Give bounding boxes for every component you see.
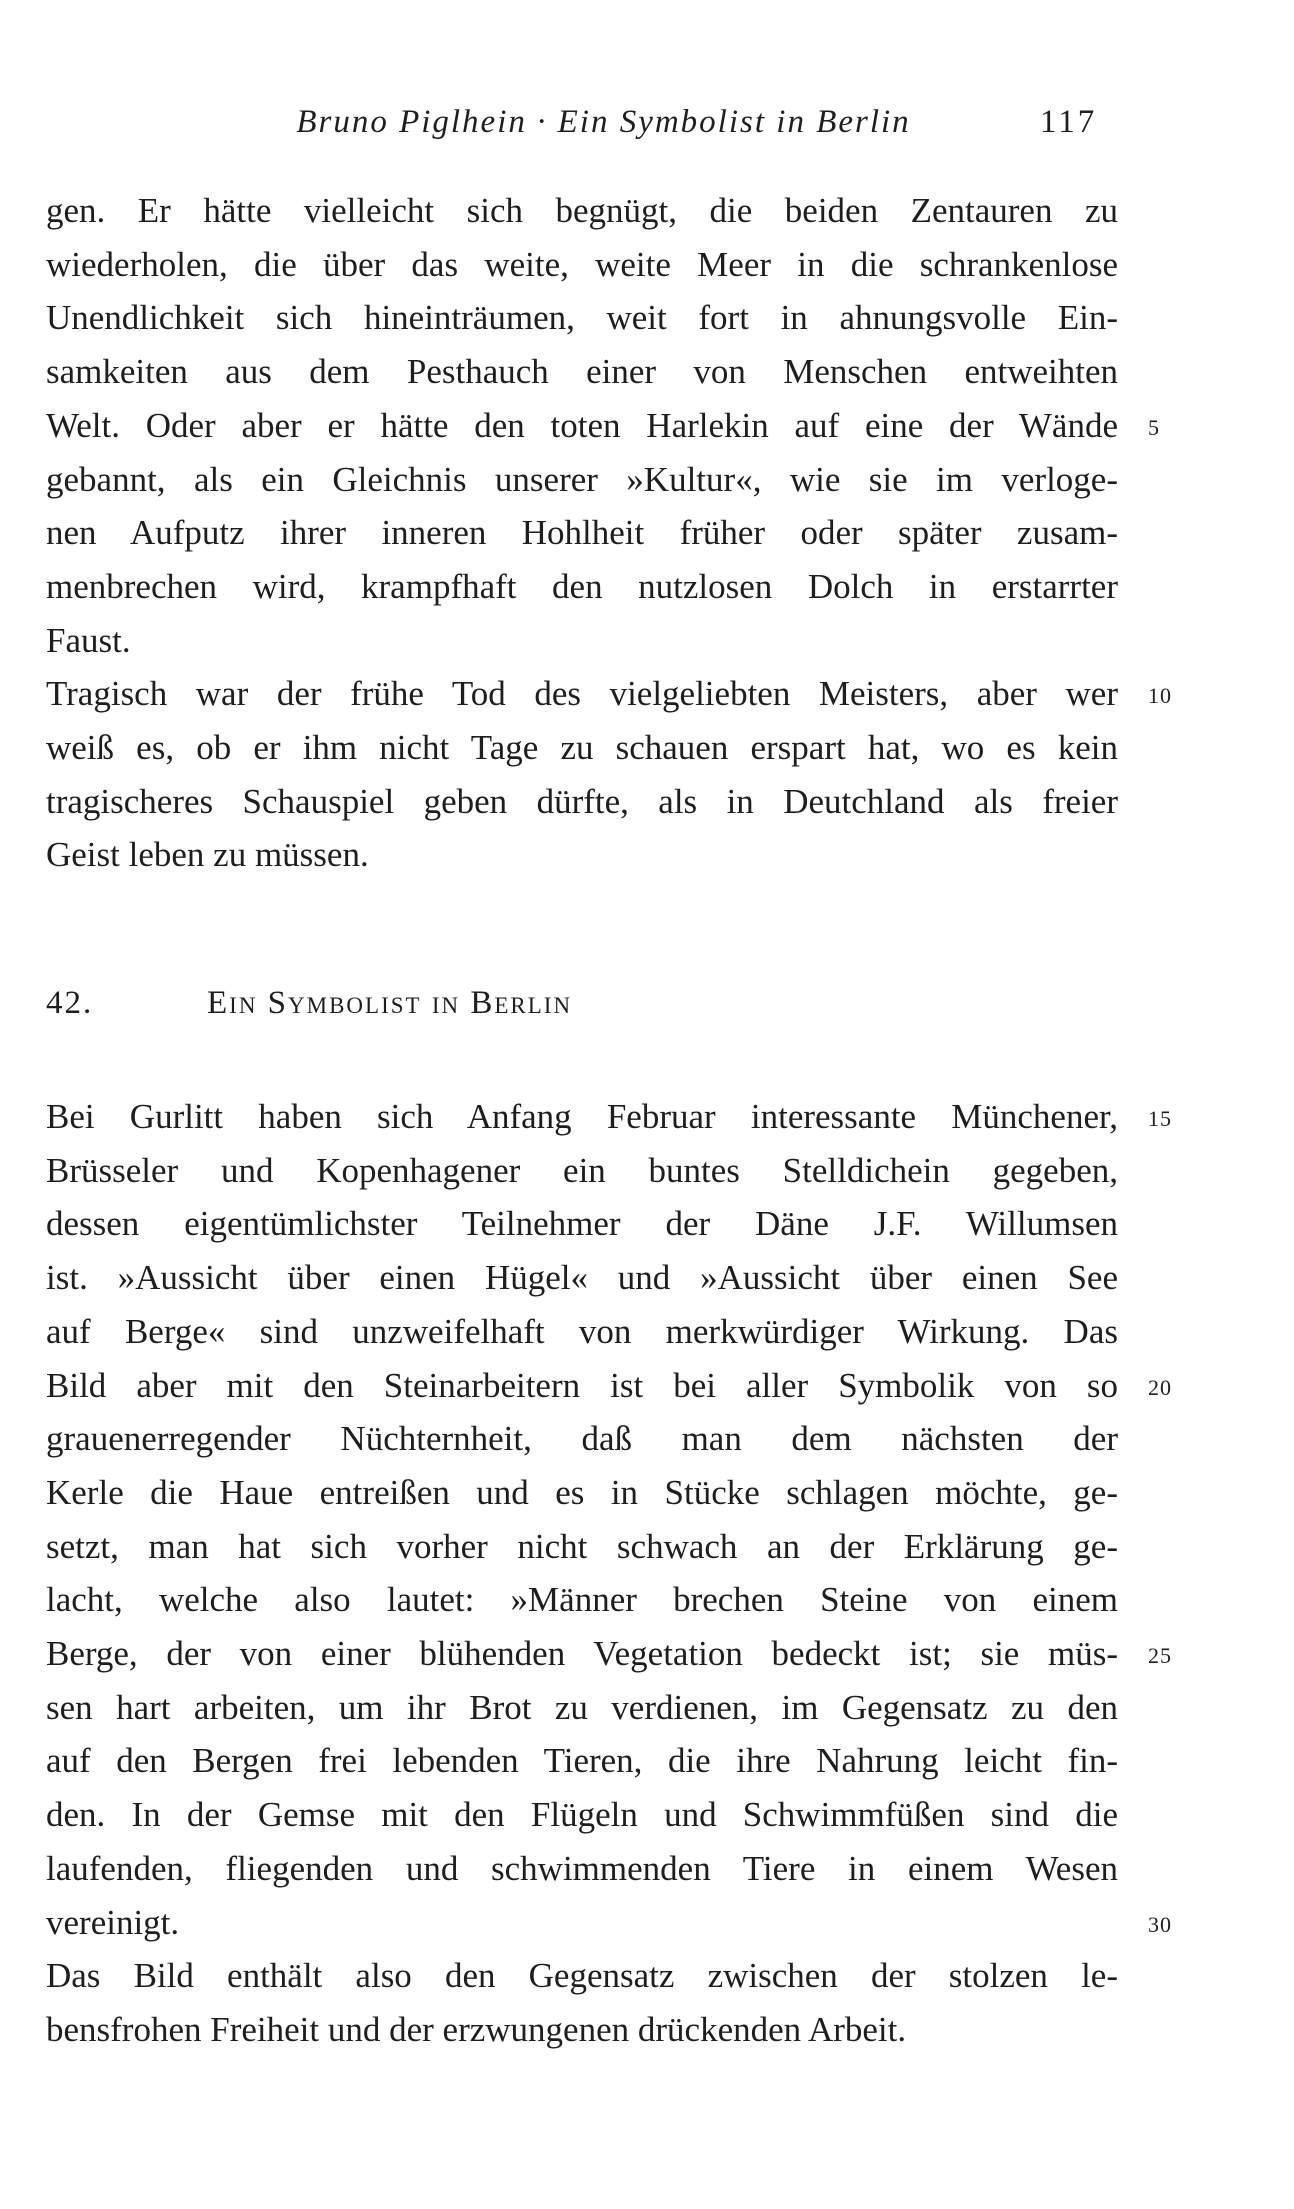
line-number: 25 — [1148, 1643, 1172, 1668]
text-line: Tragisch war der frühe Tod des vielgeliebten Meisters, aber wer — [46, 674, 1118, 714]
text-line: Bild aber mit den Steinarbeitern ist bei aller Symbolik von so — [46, 1365, 1118, 1405]
text-line: dessen eigentümlichster Teilnehmer der Däne J.F. Willumsen — [46, 1204, 1118, 1244]
text-line: Geist leben zu müssen. — [46, 835, 369, 875]
text-line: grauenerregender Nüchternheit, daß man dem nächsten der — [46, 1419, 1118, 1459]
text-line: den. In der Gemse mit den Flügeln und Schwimmfüßen sind die — [46, 1795, 1118, 1835]
line-number: 10 — [1148, 683, 1172, 709]
text-line: wiederholen, die über das weite, weite Meer in die schrankenlose — [46, 244, 1118, 284]
text-line: gebannt, als ein Gleichnis unserer »Kultur«, wie sie im verloge- — [46, 459, 1118, 499]
line-number: 30 — [1148, 1911, 1172, 1937]
text-line: Welt. Oder aber er hätte den toten Harlekin auf eine der Wände — [46, 405, 1118, 445]
text-line: Berge, der von einer blühenden Vegetation bedeckt ist; sie müs- — [46, 1634, 1118, 1673]
text-line: gen. Er hätte vielleicht sich begnügt, die beiden Zentauren zu — [46, 191, 1118, 230]
text-line: Kerle die Haue entreißen und es in Stücke schlagen möchte, ge- — [46, 1472, 1118, 1512]
text-line: bensfrohen Freiheit und der erzwungenen drückenden Arbeit. — [46, 2009, 907, 2049]
section-number: 42. — [46, 985, 94, 1021]
text-line: samkeiten aus dem Pesthauch einer von Menschen entweihten — [46, 352, 1118, 392]
text-line: setzt, man hat sich vorher nicht schwach an der Erklärung ge- — [46, 1526, 1118, 1566]
text-line: lacht, welche also lautet: »Männer brechen Steine von einem — [46, 1580, 1118, 1620]
line-number: 15 — [1148, 1106, 1172, 1131]
text-line: nen Aufputz ihrer inneren Hohlheit früher oder später zusam- — [46, 513, 1118, 553]
line-number: 5 — [1148, 414, 1160, 440]
text-line: Unendlichkeit sich hineinträumen, weit fort in ahnungsvolle Ein- — [46, 298, 1118, 338]
text-line: auf den Bergen frei lebenden Tieren, die ihre Nahrung leicht fin- — [46, 1741, 1118, 1781]
text-line: auf Berge« sind unzweifelhaft von merkwürdiger Wirkung. Das — [46, 1311, 1118, 1351]
running-title: Bruno Piglhein · Ein Symbolist in Berlin — [296, 104, 911, 140]
text-line: vereinigt. — [46, 1902, 180, 1942]
text-line: ist. »Aussicht über einen Hügel« und »Aussicht über einen See — [46, 1258, 1118, 1298]
text-line: Das Bild enthält also den Gegensatz zwischen der stolzen le- — [46, 1956, 1118, 1996]
text-line: Faust. — [46, 620, 131, 660]
section-title: Ein Symbolist in Berlin — [207, 985, 573, 1021]
text-line: Brüsseler und Kopenhagener ein buntes Stelldichein gegeben, — [46, 1150, 1118, 1190]
text-line: tragischeres Schauspiel geben dürfte, als in Deutchland als freier — [46, 781, 1118, 821]
text-line: menbrechen wird, krampfhaft den nutzlosen Dolch in erstarrter — [46, 566, 1118, 606]
text-line: weiß es, ob er ihm nicht Tage zu schauen erspart hat, wo es kein — [46, 728, 1118, 767]
text-line: laufenden, fliegenden und schwimmenden Tiere in einem Wesen — [46, 1848, 1118, 1888]
page-number: 117 — [1040, 104, 1098, 140]
line-number: 20 — [1148, 1374, 1172, 1400]
text-line: Bei Gurlitt haben sich Anfang Februar interessante Münchener, — [46, 1097, 1118, 1136]
text-line: sen hart arbeiten, um ihr Brot zu verdienen, im Gegensatz zu den — [46, 1687, 1118, 1727]
